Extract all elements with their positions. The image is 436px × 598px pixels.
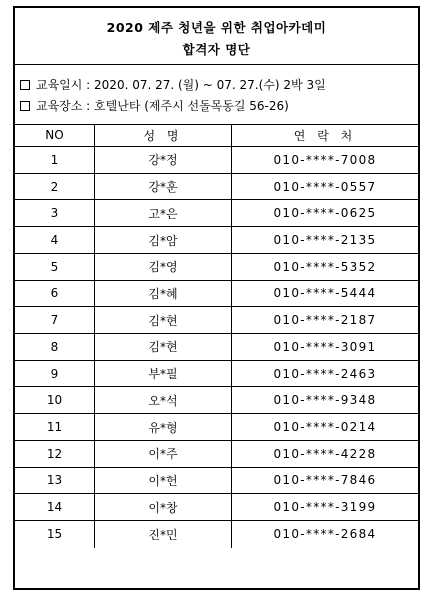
header-phone: 연 락 처 [293, 128, 357, 143]
checkbox-square-icon [20, 80, 30, 90]
info-place-text: 교육장소 : 호텔난타 (제주시 선돌목동길 56-26) [36, 99, 289, 113]
table-row [15, 281, 418, 308]
cell-name: 부*필 [95, 361, 232, 387]
cell-no: 12 [15, 441, 95, 467]
info-period-row [20, 76, 326, 93]
cell-no: 5 [15, 254, 95, 280]
cell-no: 7 [15, 307, 95, 333]
cell-no: 8 [15, 334, 95, 360]
header-name: 성 명 [95, 124, 232, 146]
cell-name: 김*암 [95, 227, 232, 253]
header-no: NO [15, 124, 95, 146]
table-row [15, 361, 418, 388]
cell-name: 김*혜 [95, 281, 232, 307]
cell-phone: 010-****-7008 [273, 152, 377, 167]
cell-phone: 010-****-0557 [273, 179, 377, 194]
cell-name: 진*민 [95, 521, 232, 548]
cell-name: 김*영 [95, 254, 232, 280]
cell-name: 이*헌 [95, 468, 232, 494]
table-row [15, 254, 418, 281]
table-row [15, 468, 418, 495]
cell-phone: 010-****-2135 [273, 233, 377, 248]
cell-phone: 010-****-0625 [273, 206, 377, 221]
info-period-text: 교육일시 : 2020. 07. 27. (월) ~ 07. 27.(수) 2박 3일 [36, 78, 326, 92]
cell-no: 13 [15, 468, 95, 494]
cell-phone: 010-****-2684 [273, 527, 377, 542]
cell-name: 이*주 [95, 441, 232, 467]
roster-sheet [13, 6, 420, 590]
cell-no: 3 [15, 200, 95, 226]
cell-name: 김*현 [95, 307, 232, 333]
cell-no: 1 [15, 147, 95, 173]
cell-phone: 010-****-2187 [273, 313, 377, 328]
cell-no: 6 [15, 281, 95, 307]
cell-name: 이*창 [95, 494, 232, 520]
table-row [15, 307, 418, 334]
info-block [15, 65, 418, 125]
table-body [15, 147, 418, 548]
cell-phone: 010-****-4228 [273, 446, 377, 461]
cell-name: 고*은 [95, 200, 232, 226]
cell-name: 김*현 [95, 334, 232, 360]
table-header-row [15, 124, 418, 147]
cell-phone: 010-****-7846 [273, 473, 377, 488]
cell-no: 14 [15, 494, 95, 520]
cell-no: 15 [15, 521, 95, 548]
cell-phone: 010-****-9348 [273, 393, 377, 408]
cell-name: 강*정 [95, 147, 232, 173]
cell-name: 유*형 [95, 414, 232, 440]
cell-phone: 010-****-2463 [273, 366, 377, 381]
cell-phone: 010-****-3199 [273, 500, 377, 515]
cell-name: 오*석 [95, 387, 232, 413]
info-place-row [20, 97, 289, 114]
cell-phone: 010-****-0214 [273, 420, 377, 435]
table-row [15, 387, 418, 414]
table-row [15, 414, 418, 441]
checkbox-square-icon [20, 101, 30, 111]
document-subtitle: 합격자 명단 [182, 42, 251, 57]
table-row [15, 147, 418, 174]
table-row [15, 494, 418, 521]
document-title: 2020 제주 청년을 위한 취업아카데미 [106, 20, 327, 35]
table-row [15, 521, 418, 548]
cell-no: 10 [15, 387, 95, 413]
cell-name: 강*훈 [95, 174, 232, 200]
cell-no: 9 [15, 361, 95, 387]
table-row [15, 200, 418, 227]
cell-phone: 010-****-5352 [273, 259, 377, 274]
cell-phone: 010-****-5444 [273, 286, 377, 301]
table-row [15, 334, 418, 361]
title-block [15, 8, 418, 65]
cell-phone: 010-****-3091 [273, 339, 377, 354]
table-row [15, 174, 418, 201]
cell-no: 2 [15, 174, 95, 200]
roster-table [15, 124, 418, 548]
cell-no: 11 [15, 414, 95, 440]
cell-no: 4 [15, 227, 95, 253]
table-row [15, 441, 418, 468]
table-row [15, 227, 418, 254]
